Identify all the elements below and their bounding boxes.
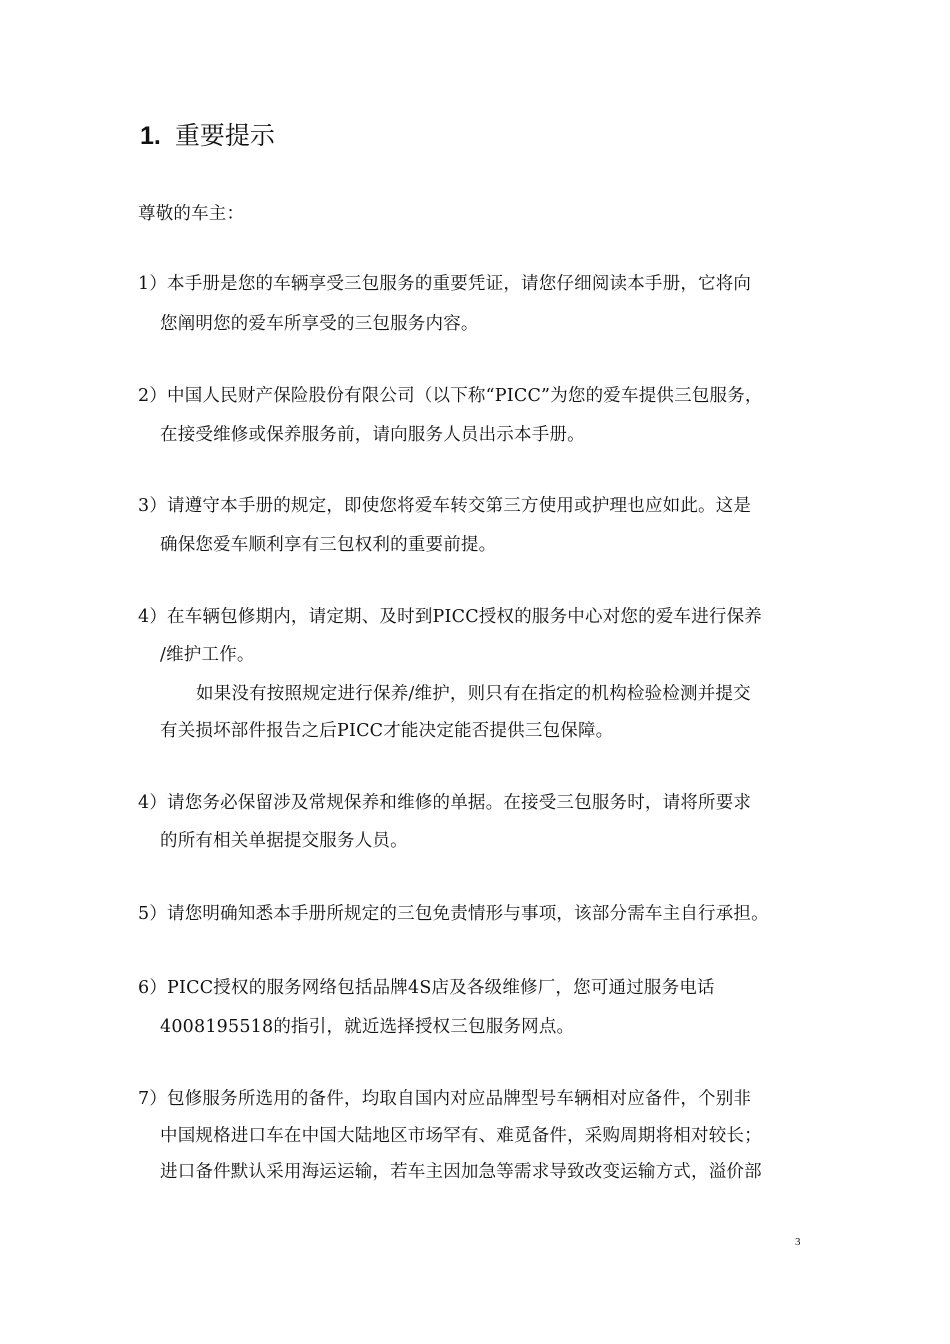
item-1-line-2: 您阐明您的爱车所享受的三包服务内容。 (160, 314, 479, 334)
item-5-line-1: 4）请您务必保留涉及常规保养和维修的单据。在接受三包服务时，请将所要求 (138, 793, 752, 813)
greeting: 尊敬的车主： (138, 204, 245, 224)
section-heading (140, 118, 275, 154)
item-3-line-2: 确保您爱车顺利享有三包权利的重要前提。 (160, 535, 497, 555)
item-4-sub-line-2: 有关损坏部件报告之后PICC才能决定能否提供三包保障。 (160, 721, 614, 741)
item-6-line-1: 5）请您明确知悉本手册所规定的三包免责情形与事项，该部分需车主自行承担。 (138, 904, 769, 924)
item-2-line-1: 2）中国人民财产保险股份有限公司（以下称“PICC”为您的爱车提供三包服务， (138, 386, 763, 406)
item-8-line-2: 中国规格进口车在中国大陆地区市场罕有、难觅备件，采购周期将相对较长； (160, 1126, 762, 1146)
page-number: 3 (795, 1236, 801, 1248)
item-3-line-1: 3）请遵守本手册的规定，即使您将爱车转交第三方使用或护理也应如此。这是 (138, 496, 752, 516)
item-1-line-1: 1）本手册是您的车辆享受三包服务的重要凭证，请您仔细阅读本手册，它将向 (138, 274, 752, 294)
item-8-line-3: 进口备件默认采用海运运输，若车主因加急等需求导致改变运输方式，溢价部 (160, 1162, 762, 1182)
item-7-line-1: 6）PICC授权的服务网络包括品牌4S店及各级维修厂，您可通过服务电话 (138, 978, 715, 998)
item-8-line-1: 7）包修服务所选用的备件，均取自国内对应品牌型号车辆相对应备件，个别非 (138, 1089, 752, 1109)
section-number: 1. (140, 122, 161, 150)
item-4-sub-line-1: 如果没有按照规定进行保养/维护，则只有在指定的机构检验检测并提交 (196, 684, 751, 704)
section-title: 重要提示 (174, 121, 275, 150)
item-7-line-2: 4008195518的指引，就近选择授权三包服务网点。 (160, 1017, 575, 1037)
item-4-line-1: 4）在车辆包修期内，请定期、及时到PICC授权的服务中心对您的爱车进行保养 (138, 607, 762, 627)
item-5-line-2: 的所有相关单据提交服务人员。 (160, 831, 408, 851)
item-2-line-2: 在接受维修或保养服务前，请向服务人员出示本手册。 (160, 425, 585, 445)
item-4-line-2: /维护工作。 (160, 645, 255, 665)
